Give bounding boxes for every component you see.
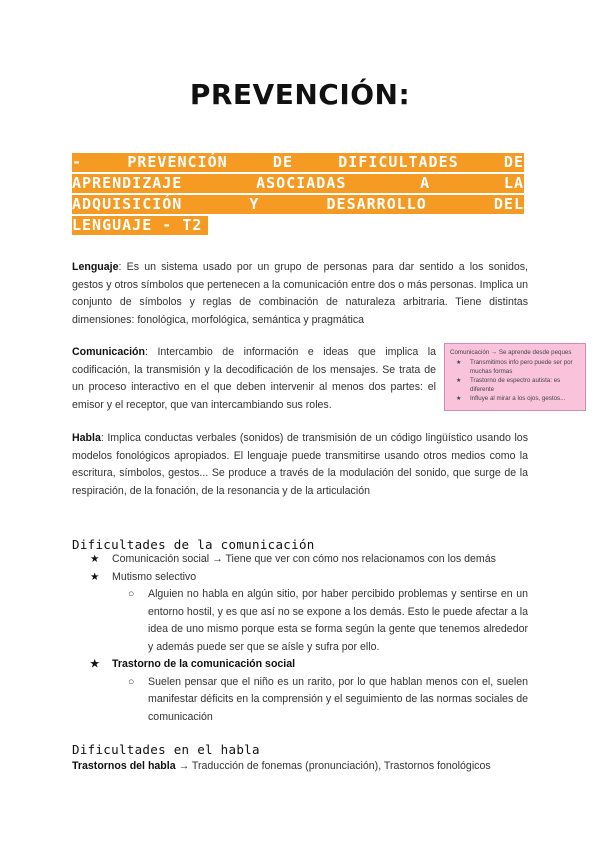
comunicacion-term: Comunicación	[72, 346, 145, 358]
note-list	[450, 358, 580, 403]
banner-line: - PREVENCIÓN DE DIFICULTADES DE	[72, 153, 524, 171]
list-item: ★ Comunicación social → Tiene que ver con cómo nos relacionamos con los demás	[72, 551, 528, 569]
sub-list-item: ○ Suelen pensar que el niño es un rarito, por lo que hablan menos con el, suelen manifestar déficits en la comprensión y el seguimiento de las normas sociales de comunicación	[128, 675, 528, 723]
sub-list-item: ○ Alguien no habla en algún sitio, por haber percibido problemas y sentirse en un entorno hostil, y es que así no se expone a los demás. Esto le puede afectar a la idea de uno mismo porque esta se forma según la gente que tenemos alrededor y además puede ser que se aísle y sufra por ello.	[128, 588, 528, 653]
section-heading-habla: Dificultades en el habla	[72, 742, 260, 757]
lenguaje-text: : Es un sistema usado por un grupo de personas para dar sentido a los sonidos, gestos y otros símbolos que pertenecen a la comunicación entre dos o más personas. Implica un conjunto de símbolos y reglas de combinación de naturaleza arbitraria. Tiene distintas dimensiones: fonológica, morfológica, semántica y pragmática	[72, 261, 528, 326]
trastornos-habla-term: Trastornos del habla	[72, 760, 176, 772]
comunicacion-text: : Intercambio de información e ideas que implica la codificación, la transmisión y la decodificación de los mensajes. Se trata de un proceso interactivo en el que deben intervenir al menos dos partes: el emisor y el receptor, que van intercambiando sus roles.	[72, 346, 436, 411]
star-icon: ★	[90, 570, 100, 583]
circle-bullet-icon: ○	[128, 675, 135, 688]
comunicacion-paragraph	[72, 344, 436, 414]
star-icon: ★	[456, 359, 462, 366]
note-item: ★ Trastorno de espectro autista: es diferente	[456, 377, 561, 393]
star-icon: ★	[90, 553, 100, 565]
section-heading-comunicacion: Dificultades de la comunicación	[72, 537, 315, 552]
topic-banner	[72, 153, 524, 242]
comunicacion-difficulties-list	[72, 551, 528, 726]
habla-text: : Implica conductas verbales (sonidos) de transmisión de un código lingüístico usando los modelos fonológicos apropiados. El lenguaje puede transmitirse usando otros medios como la escritura, símbolos, gestos... Se produce a través de la modulación del sonido, que surge de la respiración, de la fonación, de la resonancia y de la articulación	[72, 432, 528, 497]
habla-paragraph	[72, 430, 528, 500]
star-icon: ★	[456, 395, 462, 402]
star-icon: ★	[456, 377, 462, 384]
note-header: Comunicación → Se aprende desde peques	[450, 349, 572, 356]
trastornos-habla-text: → Traducción de fonemas (pronunciación), Trastornos fonológicos	[175, 760, 491, 772]
page-title: PREVENCIÓN:	[189, 78, 411, 111]
habla-term: Habla	[72, 432, 101, 444]
list-item: ★ Mutismo selectivo	[72, 569, 528, 587]
note-item: ★ Influye al mirar a los ojos, gestos...	[456, 395, 566, 402]
star-icon: ★	[90, 658, 100, 670]
sticky-note	[444, 343, 586, 411]
banner-line: ADQUISICIÓN Y DESARROLLO DEL	[72, 195, 524, 213]
list-item: ★ Trastorno de la comunicación social	[72, 656, 528, 674]
note-item: ★ Transmitimos info pero puede ser por muchas formas	[456, 359, 573, 375]
circle-bullet-icon: ○	[128, 588, 135, 600]
banner-line: LENGUAJE - T2	[72, 216, 208, 235]
banner-line: APRENDIZAJE ASOCIADAS A LA	[72, 174, 524, 192]
trastornos-habla-line	[72, 758, 528, 776]
lenguaje-paragraph	[72, 259, 528, 329]
lenguaje-term: Lenguaje	[72, 261, 119, 273]
